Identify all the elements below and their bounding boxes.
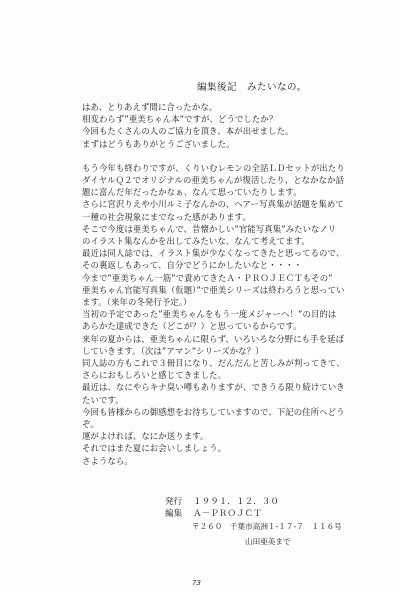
body-line: その裏返しもあって、自分でどうにかしたいなと・・・・	[82, 260, 303, 271]
body-line: そこで今度は亜美ちゃんで、昔懐かしい”官能写真集”みたいなノリ	[82, 223, 337, 234]
body-line: 相変わらず”亜美ちゃん本”ですが、どうでしたか？	[82, 114, 278, 125]
editor-label: 編集	[165, 509, 183, 519]
body-line: さらにおもしろいと感じてきました。	[82, 370, 227, 381]
colophon	[165, 496, 279, 520]
body-line: はあ、とりあえず間に合ったかな。	[82, 102, 218, 112]
body-line: 同人誌の方もこれで３冊目になり、だんだんと苦しみが判ってきて、	[82, 358, 345, 369]
body-line: 今まで”亜美ちゃん一筋”で責めてきたＡ・ＰＲＯＪＥＣＴもその”	[82, 272, 333, 283]
body-line: 運がよければ、なにか送ります。	[82, 431, 209, 442]
body-line: ぞ。	[82, 419, 99, 430]
body-line: あらかた達成できた（どこが？）と思っているからです。	[82, 321, 302, 332]
body-line: 亜美ちゃん官能写真集（仮題）”で亜美シリーズは終わろうと思ってい	[82, 284, 345, 295]
editor-value: Ａ－ＰＲＯＪＣＴ	[193, 509, 262, 519]
editor-row	[165, 508, 279, 520]
body-line: 今回もたくさんの人のご協力を頂き、本が出せました。	[82, 126, 294, 137]
body-line: 一種の社会現象にまでなった感があります。	[82, 211, 251, 222]
body-line: 今回も皆様からの御感想をお待ちしていますので、下記の住所へどう	[82, 406, 345, 417]
body-line: 来年の夏からは、亜美ちゃんに限らず、いろいろな分野にも手を延ば	[82, 333, 345, 344]
paragraph-gap	[82, 150, 382, 162]
body-line: のイラスト集なんかを出してみたいな、なんて考えてます。	[82, 236, 310, 247]
body-line: 最近は同人誌では、イラスト集が少なくなってきたと思ってるので、	[82, 248, 345, 259]
body-line: していきます。（次は”アマン”シリーズかな？）	[82, 345, 264, 356]
issue-date-label: 発行	[165, 497, 183, 507]
body-line: 題に富んだ年だったかなぁ、なんて思っていたりします。	[82, 187, 302, 198]
body-line: ダイヤルＱ２でオリジナルの亜美ちゃんが復活したり、となかなか話	[82, 175, 345, 186]
body-line: もう今年も終わりですが、くりいむレモンの全話ＬＤセットが出たり	[82, 162, 345, 173]
issue-date-row	[165, 496, 279, 508]
body-line: さようなら。	[82, 455, 133, 466]
body-line: 最近は、なにやらキナ臭い噂もありますが、できうる限り続けていき	[82, 382, 345, 393]
afterword-heading: 編集後記 みたいなの。	[197, 82, 307, 93]
address-recipient: 山田亜美まで	[245, 537, 291, 546]
page-number: 73	[192, 579, 201, 587]
body-line: まずはどうもありがとうございました。	[82, 138, 235, 149]
issue-date-value: １９９１．１２．３０	[193, 497, 279, 507]
afterword-body	[82, 101, 382, 467]
body-line: たいです。	[82, 394, 124, 405]
body-line: 当初の予定であった”亜美ちゃんをもう一度メジャーへ！”の目的は	[82, 309, 337, 320]
body-line: さらに宮沢りえや小川ルミ子なんかの、ヘアー写真集が話題を集めて	[82, 199, 344, 210]
postal-address: 〒２６０ 千葉市高洲１-１７-７ １１６号	[192, 522, 342, 531]
body-line: それではまた夏にお会いしましょう。	[82, 443, 227, 454]
body-line: ます。（来年の冬発行予定。）	[82, 297, 192, 308]
